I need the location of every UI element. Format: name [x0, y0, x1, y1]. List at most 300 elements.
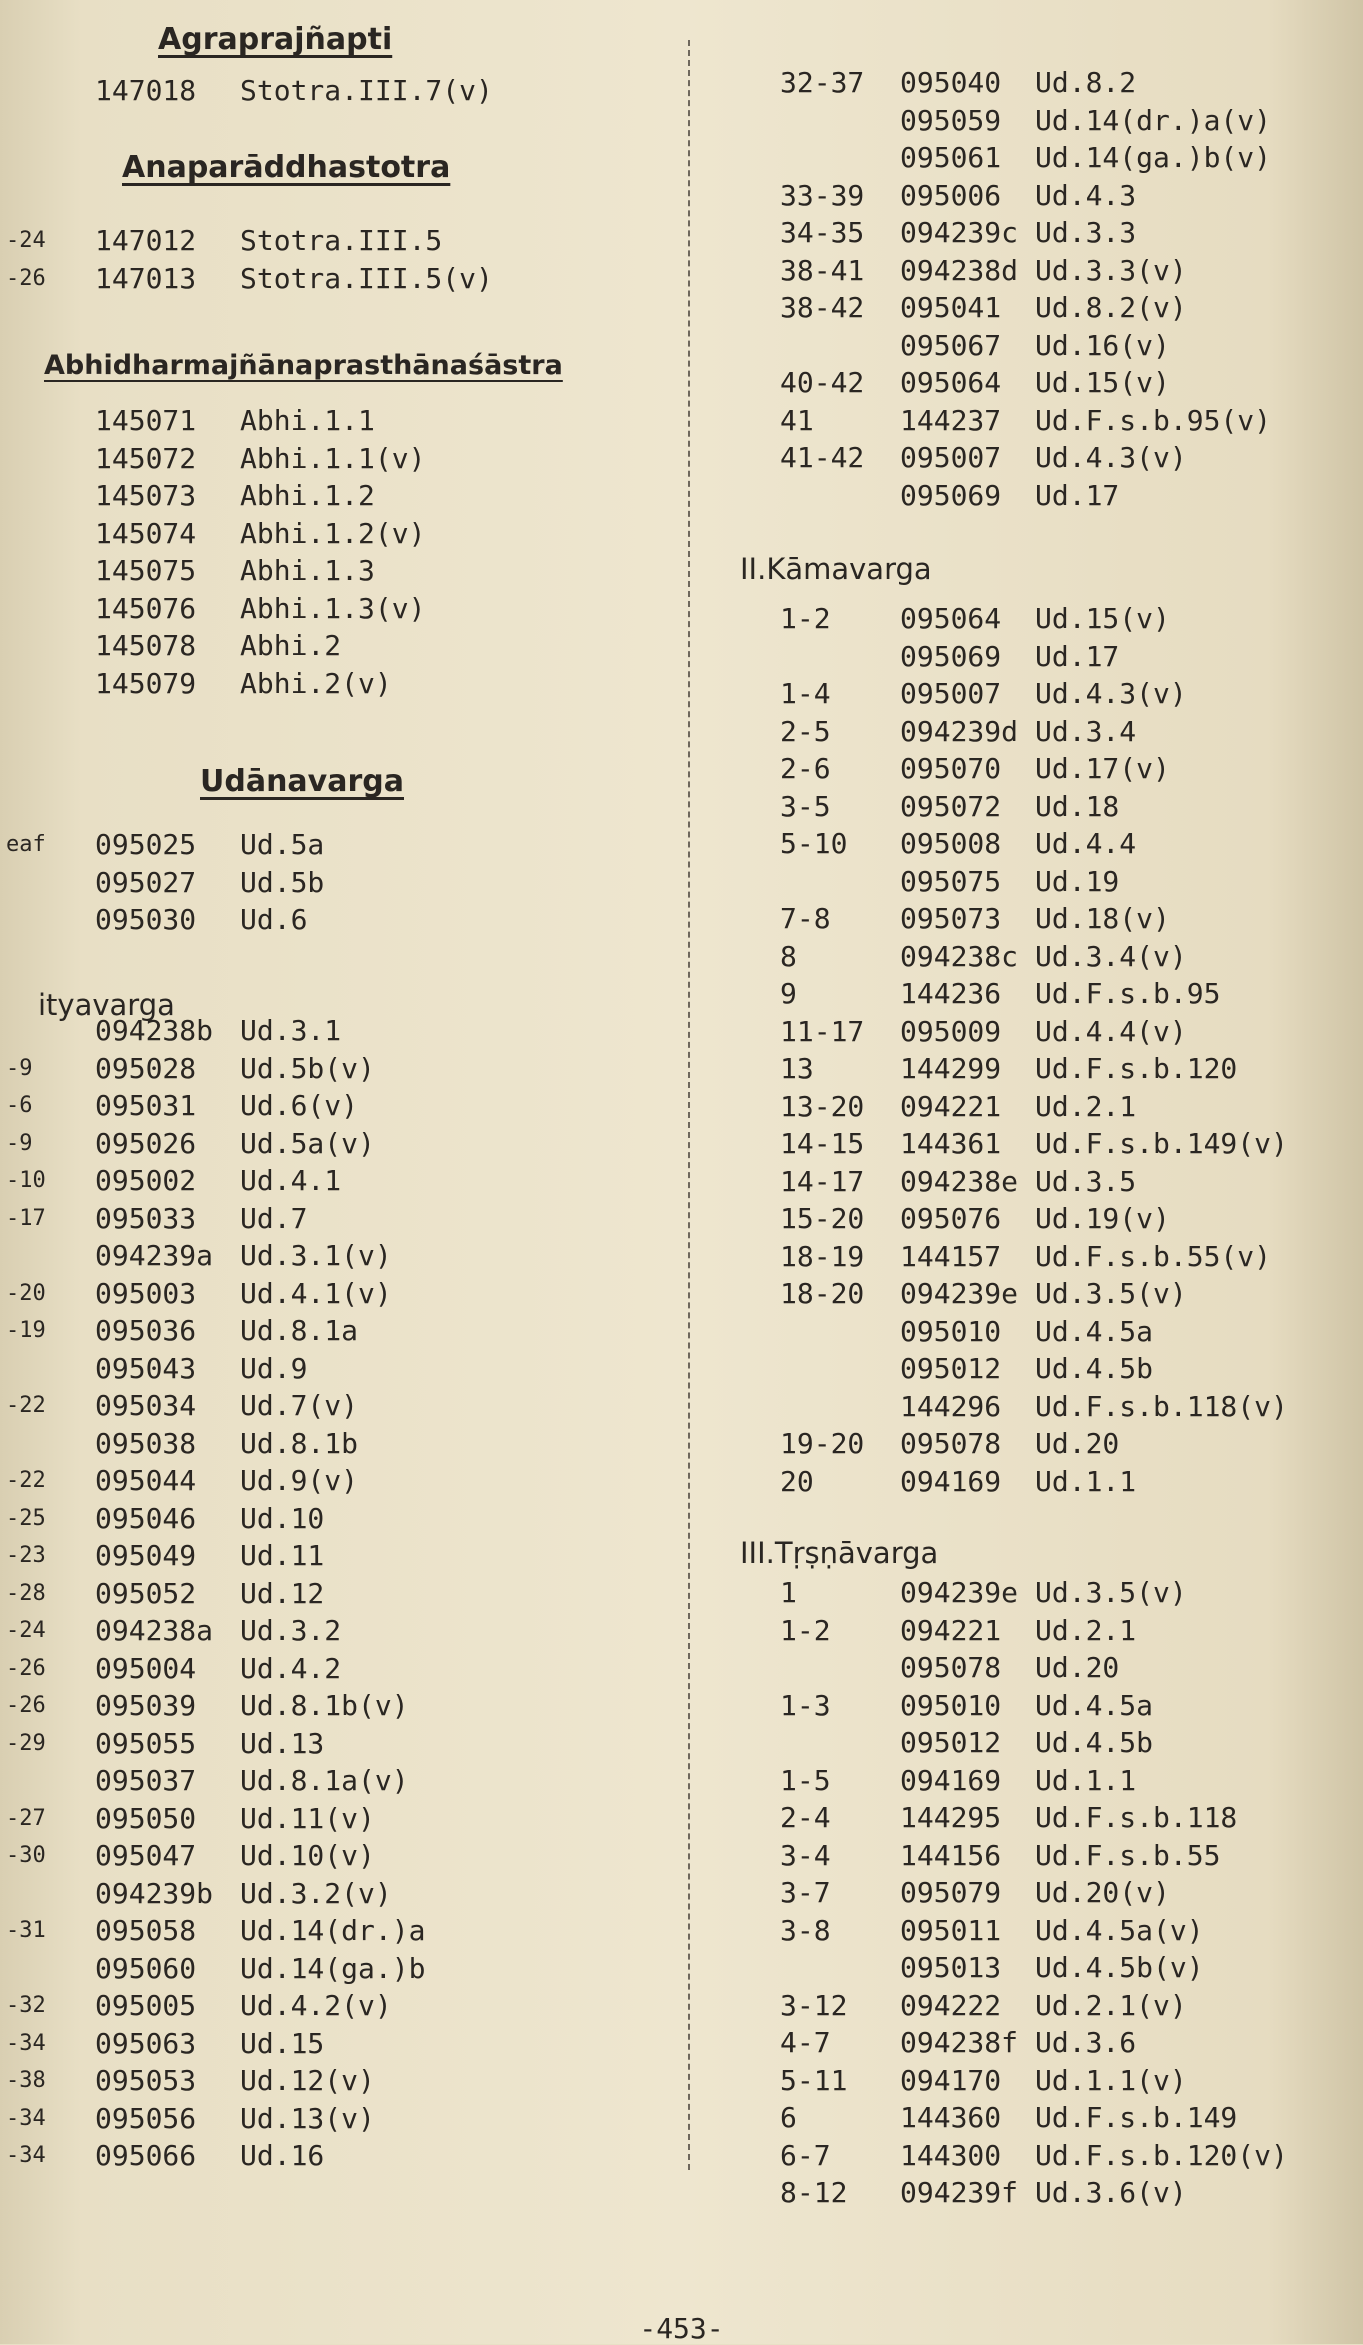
index-entry: [0, 1500, 680, 1538]
entry-number: 095053: [95, 2064, 197, 2097]
entry-reference: Ud.12: [240, 1576, 325, 1610]
entry-number: 095028: [95, 1051, 197, 1085]
index-entry: [700, 477, 1363, 515]
entry-number: 095038: [95, 1426, 197, 1460]
entry-number: 144299: [900, 1052, 1002, 1085]
entry-reference: Abhi.2(v): [240, 666, 392, 700]
entry-reference: Ud.4.5b: [1035, 1726, 1154, 1759]
index-entry: [0, 2062, 680, 2100]
entry-number: 095004: [95, 1651, 197, 1685]
entry-number: 095078: [900, 1427, 1002, 1460]
entry-range: 13-20: [780, 1089, 865, 1123]
entry-number: 094222: [900, 1988, 1002, 2022]
entry-number: 095031: [95, 1089, 197, 1122]
entry-number: 145071: [95, 404, 197, 437]
index-entry: [700, 1163, 1363, 1201]
entry-range: -24: [6, 228, 46, 253]
entry-number: 144157: [900, 1239, 1002, 1273]
entry-number: 095005: [95, 1989, 197, 2022]
index-entry: [0, 222, 680, 260]
entry-number: 144360: [900, 2101, 1002, 2134]
entry-number: 095013: [900, 1951, 1002, 1984]
heading-agraprajnapti: Agraprajñapti: [158, 22, 393, 57]
index-entry: [0, 1912, 680, 1950]
entry-reference: Ud.3.6: [1035, 2026, 1137, 2059]
entry-range: 34-35: [780, 216, 865, 249]
index-entry: [700, 1912, 1363, 1950]
index-entry: [700, 1949, 1363, 1987]
entry-range: -19: [6, 1318, 46, 1343]
index-entry: [0, 1425, 680, 1463]
index-entry: [700, 1799, 1363, 1837]
entry-number: 095039: [95, 1689, 197, 1722]
entry-reference: Ud.14(dr.)a(v): [1035, 103, 1272, 137]
entry-range: 8-12: [780, 2176, 848, 2209]
entry-range: 6-7: [780, 2138, 831, 2172]
entry-reference: Abhi.2: [240, 629, 342, 662]
entry-range: 5-11: [780, 2063, 848, 2097]
entry-reference: Abhi.1.2(v): [240, 516, 426, 550]
entry-range: 3-12: [780, 1988, 848, 2022]
index-entry: [700, 638, 1363, 676]
entry-reference: Ud.9(v): [240, 1464, 359, 1497]
entry-range: 14-15: [780, 1127, 865, 1160]
entry-range: 15-20: [780, 1202, 865, 1235]
entry-number: 145078: [95, 629, 197, 662]
entry-number: 147018: [95, 74, 197, 107]
entry-number: 094170: [900, 2063, 1002, 2097]
entry-reference: Ud.5a: [240, 828, 325, 861]
entry-reference: Ud.F.s.b.95(v): [1035, 403, 1272, 437]
index-entry: [700, 1837, 1363, 1875]
entry-number: 095064: [900, 366, 1002, 399]
entry-number: 095025: [95, 828, 197, 861]
entry-reference: Ud.12(v): [240, 2064, 375, 2097]
entry-reference: Ud.1.1: [1035, 1763, 1137, 1797]
index-entry: [0, 440, 680, 478]
entry-reference: Ud.13(v): [240, 2101, 375, 2135]
entry-number: 095050: [95, 1801, 197, 1835]
entry-range: 1-5: [780, 1763, 831, 1797]
index-entry: [700, 252, 1363, 290]
index-entry: [0, 1762, 680, 1800]
entry-reference: Ud.10(v): [240, 1839, 375, 1872]
entry-range: 41: [780, 403, 814, 437]
index-entry: [0, 1275, 680, 1313]
index-entry: [700, 1987, 1363, 2025]
index-entry: [700, 1350, 1363, 1388]
entry-number: 095006: [900, 178, 1002, 212]
entry-number: 095012: [900, 1352, 1002, 1385]
entry-number: 095041: [900, 291, 1002, 324]
entry-range: -31: [6, 1918, 46, 1943]
entry-number: 095008: [900, 827, 1002, 860]
entry-range: 4-7: [780, 2026, 831, 2059]
entry-range: 38-41: [780, 253, 865, 287]
index-entry: [700, 863, 1363, 901]
entry-number: 095027: [95, 865, 197, 899]
entry-number: 095010: [900, 1688, 1002, 1722]
entry-range: 3-8: [780, 1913, 831, 1947]
entry-range: 3-5: [780, 789, 831, 823]
entry-reference: Ud.5a(v): [240, 1126, 375, 1160]
entry-number: 094239b: [95, 1876, 214, 1910]
entry-reference: Ud.20: [1035, 1651, 1120, 1684]
entry-reference: Ud.3.5: [1035, 1164, 1137, 1198]
index-entry: [700, 1687, 1363, 1725]
index-entry: [700, 1388, 1363, 1426]
entry-reference: Ud.4.5b(v): [1035, 1951, 1204, 1984]
entry-range: -22: [6, 1393, 46, 1418]
entry-number: 094239e: [900, 1576, 1019, 1609]
index-entry: [700, 102, 1363, 140]
entry-number: 094238e: [900, 1164, 1019, 1198]
index-entry: [700, 214, 1363, 252]
entry-reference: Ud.3.6(v): [1035, 2176, 1187, 2209]
entry-number: 095055: [95, 1726, 197, 1760]
entry-number: 094238c: [900, 939, 1019, 973]
entry-reference: Abhi.1.1(v): [240, 441, 426, 475]
entry-reference: Ud.F.s.b.118(v): [1035, 1389, 1288, 1423]
index-entry: [700, 439, 1363, 477]
page-number: -453-: [639, 2312, 724, 2345]
entry-number: 095061: [900, 141, 1002, 174]
entry-number: 145079: [95, 666, 197, 700]
entry-reference: Ud.8.2(v): [1035, 291, 1187, 324]
entry-reference: Ud.9: [240, 1351, 308, 1385]
index-entry: [0, 1950, 680, 1988]
entry-range: 1-3: [780, 1688, 831, 1722]
heading-anaparaddhastotra: Anaparāddhastotra: [122, 150, 451, 185]
entry-reference: Ud.8.1a(v): [240, 1764, 409, 1797]
entry-number: 095046: [95, 1501, 197, 1535]
entry-reference: Ud.3.2(v): [240, 1876, 392, 1910]
entry-number: 094221: [900, 1089, 1002, 1123]
entry-number: 095036: [95, 1314, 197, 1347]
entry-number: 094169: [900, 1464, 1002, 1498]
list-continued: [700, 64, 1363, 514]
index-entry: [700, 788, 1363, 826]
index-entry: [0, 2100, 680, 2138]
entry-reference: Ud.2.1: [1035, 1613, 1137, 1647]
entry-range: eaf: [6, 832, 46, 857]
entry-range: -10: [6, 1168, 46, 1193]
entry-reference: Ud.15(v): [1035, 602, 1170, 635]
entry-reference: Ud.11: [240, 1539, 325, 1572]
list-trsnavarga: [700, 1574, 1363, 2212]
index-entry: [700, 1050, 1363, 1088]
index-entry: [700, 1762, 1363, 1800]
index-entry: [0, 1575, 680, 1613]
entry-number: 095044: [95, 1464, 197, 1497]
index-entry: [700, 1275, 1363, 1313]
index-entry: [0, 590, 680, 628]
entry-range: 5-10: [780, 827, 848, 860]
entry-range: -9: [6, 1130, 33, 1156]
entry-reference: Ud.4.2(v): [240, 1989, 392, 2022]
entry-number: 095056: [95, 2101, 197, 2135]
entry-number: 095030: [95, 903, 197, 936]
index-entry: [0, 1837, 680, 1875]
entry-range: 18-19: [780, 1239, 865, 1273]
index-entry: [0, 1987, 680, 2025]
index-entry: [700, 2174, 1363, 2212]
entry-reference: Ud.8.1b(v): [240, 1689, 409, 1722]
entry-reference: Ud.4.3: [1035, 178, 1137, 212]
entry-number: 094238d: [900, 253, 1019, 287]
entry-number: 094239d: [900, 714, 1019, 748]
entry-reference: Ud.7(v): [240, 1389, 359, 1422]
entry-number: 144361: [900, 1127, 1002, 1160]
entry-reference: Ud.1.1: [1035, 1464, 1137, 1498]
entry-reference: Ud.16(v): [1035, 328, 1170, 362]
index-entry: [0, 1237, 680, 1275]
entry-range: -27: [6, 1805, 46, 1831]
entry-reference: Ud.5b: [240, 865, 325, 899]
entry-range: 32-37: [780, 66, 865, 99]
entry-range: 33-39: [780, 178, 865, 212]
entry-reference: Ud.15: [240, 2026, 325, 2060]
index-entry: [700, 938, 1363, 976]
entry-reference: Ud.4.1(v): [240, 1276, 392, 1310]
entry-number: 144300: [900, 2138, 1002, 2172]
entry-number: 095033: [95, 1201, 197, 1235]
entry-range: -17: [6, 1205, 46, 1231]
entry-reference: Ud.15(v): [1035, 366, 1170, 399]
index-entry: [0, 826, 680, 864]
entry-reference: Ud.7: [240, 1201, 308, 1235]
entry-number: 095064: [900, 602, 1002, 635]
entry-number: 095052: [95, 1576, 197, 1610]
entry-number: 095063: [95, 2026, 197, 2060]
entry-number: 094239f: [900, 2176, 1019, 2209]
entry-range: -22: [6, 1468, 46, 1493]
index-entry: [0, 2137, 680, 2175]
entry-reference: Ud.F.s.b.120: [1035, 1052, 1238, 1085]
index-entry: [700, 64, 1363, 102]
entry-range: 1-2: [780, 602, 831, 635]
entry-number: 094238b: [95, 1014, 214, 1047]
entry-range: 20: [780, 1464, 814, 1498]
entry-number: 095026: [95, 1126, 197, 1160]
entry-reference: Ud.4.5a(v): [1035, 1913, 1204, 1947]
entry-range: 6: [780, 2101, 797, 2134]
index-entry: [0, 1350, 680, 1388]
entry-reference: Ud.4.4(v): [1035, 1014, 1187, 1048]
entry-number: 144156: [900, 1838, 1002, 1872]
entry-number: 145075: [95, 554, 197, 587]
entry-number: 145072: [95, 441, 197, 475]
entry-number: 094239c: [900, 216, 1019, 249]
entry-range: -6: [6, 1093, 33, 1118]
entry-reference: Ud.4.5a: [1035, 1688, 1154, 1722]
entry-number: 094169: [900, 1763, 1002, 1797]
entry-reference: Ud.6(v): [240, 1089, 359, 1122]
entry-range: 8: [780, 939, 797, 973]
entry-number: 094221: [900, 1613, 1002, 1647]
index-entry: [700, 1238, 1363, 1276]
entry-number: 144296: [900, 1389, 1002, 1423]
entry-number: 095078: [900, 1651, 1002, 1684]
entry-reference: Ud.14(ga.)b: [240, 1951, 426, 1985]
entry-range: -38: [6, 2068, 46, 2093]
entry-range: 9: [780, 977, 797, 1010]
entry-number: 095058: [95, 1914, 197, 1947]
heading-abhidharma: Abhidharmajñānaprasthānaśāstra: [44, 350, 563, 381]
list-agraprajnapti: [0, 72, 680, 110]
entry-reference: Ud.10: [240, 1501, 325, 1535]
entry-reference: Ud.11(v): [240, 1801, 375, 1835]
heading-udanavarga: Udānavarga: [200, 764, 404, 799]
entry-range: 11-17: [780, 1014, 865, 1048]
index-entry: [700, 2099, 1363, 2137]
entry-range: 2-6: [780, 752, 831, 785]
entry-number: 095007: [900, 441, 1002, 474]
index-entry: [700, 327, 1363, 365]
index-entry: [700, 825, 1363, 863]
entry-range: -24: [6, 1618, 46, 1643]
column-divider: [688, 40, 690, 2170]
entry-reference: Stotra.III.5(v): [240, 261, 493, 295]
index-entry: [700, 675, 1363, 713]
list-abhidharma: [0, 402, 680, 702]
entry-number: 094238f: [900, 2026, 1019, 2059]
entry-number: 095040: [900, 66, 1002, 99]
index-entry: [700, 1013, 1363, 1051]
entry-number: 095047: [95, 1839, 197, 1872]
entry-number: 095067: [900, 328, 1002, 362]
entry-reference: Ud.14(ga.)b(v): [1035, 141, 1272, 174]
index-entry: [0, 1462, 680, 1500]
entry-reference: Ud.8.1a: [240, 1314, 359, 1347]
entry-reference: Abhi.1.2: [240, 479, 375, 512]
entry-reference: Ud.20(v): [1035, 1876, 1170, 1909]
index-entry: [0, 2025, 680, 2063]
entry-reference: Ud.17(v): [1035, 752, 1170, 785]
index-entry: [700, 1463, 1363, 1501]
entry-reference: Ud.14(dr.)a: [240, 1914, 426, 1947]
entry-number: 095012: [900, 1726, 1002, 1759]
entry-range: 3-7: [780, 1876, 831, 1909]
entry-reference: Ud.6: [240, 903, 308, 936]
index-entry: [700, 1200, 1363, 1238]
index-entry: [0, 1800, 680, 1838]
index-entry: [0, 1312, 680, 1350]
entry-number: 147012: [95, 224, 197, 257]
entry-reference: Abhi.1.3: [240, 554, 375, 587]
entry-number: 094239e: [900, 1277, 1019, 1310]
entry-number: 095010: [900, 1314, 1002, 1348]
entry-reference: Ud.F.s.b.95: [1035, 977, 1221, 1010]
entry-number: 147013: [95, 261, 197, 295]
index-entry: [0, 627, 680, 665]
entry-reference: Ud.F.s.b.149: [1035, 2101, 1238, 2134]
entry-range: 38-42: [780, 291, 865, 324]
subhead-ityavarga: ityavarga: [38, 988, 175, 1022]
entry-reference: Ud.F.s.b.120(v): [1035, 2138, 1288, 2172]
entry-range: -26: [6, 1655, 46, 1681]
index-entry: [700, 1574, 1363, 1612]
list-kamavarga: [700, 600, 1363, 1500]
index-entry: [700, 177, 1363, 215]
index-entry: [700, 289, 1363, 327]
index-entry: [700, 975, 1363, 1013]
index-entry: [0, 1537, 680, 1575]
entry-reference: Ud.17: [1035, 639, 1120, 673]
index-entry: [0, 1200, 680, 1238]
entry-reference: Ud.18(v): [1035, 902, 1170, 935]
entry-reference: Ud.F.s.b.149(v): [1035, 1127, 1288, 1160]
index-entry: [0, 1875, 680, 1913]
index-entry: [0, 665, 680, 703]
entry-number: 095060: [95, 1951, 197, 1985]
entry-range: 3-4: [780, 1838, 831, 1872]
index-entry: [700, 750, 1363, 788]
index-entry: [0, 552, 680, 590]
entry-range: -34: [6, 2143, 46, 2168]
entry-reference: Ud.3.4: [1035, 714, 1137, 748]
entry-reference: Ud.16: [240, 2139, 325, 2172]
index-entry: [700, 1088, 1363, 1126]
index-entry: [0, 1050, 680, 1088]
entry-reference: Ud.1.1(v): [1035, 2063, 1187, 2097]
entry-range: -20: [6, 1280, 46, 1306]
index-entry: [0, 260, 680, 298]
entry-reference: Ud.4.1: [240, 1164, 342, 1197]
entry-number: 095037: [95, 1764, 197, 1797]
entry-range: -32: [6, 1993, 46, 2018]
entry-reference: Ud.4.5b: [1035, 1352, 1154, 1385]
entry-number: 145073: [95, 479, 197, 512]
entry-range: 2-4: [780, 1801, 831, 1834]
index-entry: [700, 600, 1363, 638]
entry-reference: Ud.5b(v): [240, 1051, 375, 1085]
entry-number: 094238a: [95, 1614, 214, 1647]
entry-number: 095007: [900, 677, 1002, 710]
entry-reference: Ud.4.5a: [1035, 1314, 1154, 1348]
index-entry: [700, 1724, 1363, 1762]
entry-range: -26: [6, 1693, 46, 1718]
index-entry: [700, 364, 1363, 402]
entry-reference: Ud.3.5(v): [1035, 1277, 1187, 1310]
index-entry: [700, 139, 1363, 177]
entry-number: 095073: [900, 902, 1002, 935]
list-anaparaddhastotra: [0, 222, 680, 297]
entry-range: -26: [6, 265, 46, 291]
index-entry: [0, 515, 680, 553]
entry-number: 095075: [900, 864, 1002, 898]
entry-number: 095069: [900, 478, 1002, 512]
entry-number: 095072: [900, 789, 1002, 823]
entry-reference: Ud.F.s.b.118: [1035, 1801, 1238, 1834]
entry-number: 144236: [900, 977, 1002, 1010]
entry-reference: Ud.20: [1035, 1427, 1120, 1460]
entry-reference: Abhi.1.3(v): [240, 591, 426, 625]
entry-range: -23: [6, 1543, 46, 1568]
entry-range: -28: [6, 1580, 46, 1606]
index-entry: [0, 901, 680, 939]
entry-reference: Ud.F.s.b.55: [1035, 1838, 1221, 1872]
entry-reference: Ud.3.4(v): [1035, 939, 1187, 973]
entry-reference: Abhi.1.1: [240, 404, 375, 437]
entry-reference: Ud.17: [1035, 478, 1120, 512]
entry-number: 095059: [900, 103, 1002, 137]
entry-number: 144237: [900, 403, 1002, 437]
index-entry: [700, 1313, 1363, 1351]
entry-range: 41-42: [780, 441, 865, 474]
index-entry: [700, 1874, 1363, 1912]
entry-number: 095049: [95, 1539, 197, 1572]
